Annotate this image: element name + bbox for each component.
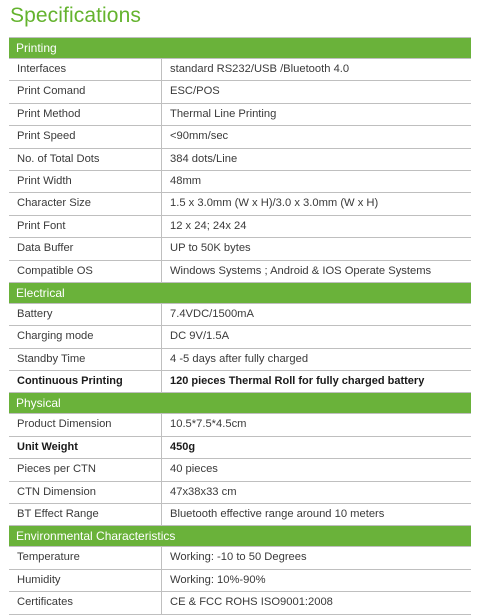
spec-label: Print Method	[9, 104, 162, 125]
section-header: Environmental Characteristics	[9, 526, 471, 547]
spec-row	[9, 238, 471, 260]
spec-label: Print Font	[9, 216, 162, 237]
spec-value: Thermal Line Printing	[170, 107, 277, 120]
spec-value: Working: -10 to 50 Degrees	[170, 551, 307, 564]
spec-row	[9, 414, 471, 436]
spec-value: ESC/POS	[170, 85, 220, 98]
spec-table	[9, 37, 471, 615]
spec-row	[9, 104, 471, 126]
spec-value: Bluetooth effective range around 10 meters	[170, 508, 385, 521]
section-header: Printing	[9, 38, 471, 59]
spec-row	[9, 349, 471, 371]
spec-label: Print Width	[9, 171, 162, 192]
spec-value: 10.5*7.5*4.5cm	[170, 418, 247, 431]
spec-label: Interfaces	[9, 59, 162, 80]
spec-row	[9, 570, 471, 592]
spec-value: 47x38x33 cm	[170, 485, 237, 498]
spec-row	[9, 216, 471, 238]
spec-value: 12 x 24; 24x 24	[170, 219, 247, 232]
spec-row	[9, 193, 471, 215]
spec-row	[9, 149, 471, 171]
spec-label: Pieces per CTN	[9, 459, 162, 480]
spec-row	[9, 592, 471, 614]
spec-row	[9, 459, 471, 481]
spec-value: UP to 50K bytes	[170, 242, 251, 255]
spec-value: 40 pieces	[170, 463, 218, 476]
spec-value: 1.5 x 3.0mm (W x H)/3.0 x 3.0mm (W x H)	[170, 197, 379, 210]
spec-label: BT Effect Range	[9, 504, 162, 525]
spec-row	[9, 304, 471, 326]
spec-row	[9, 59, 471, 81]
spec-value: 384 dots/Line	[170, 152, 238, 165]
section-header: Electrical	[9, 283, 471, 304]
spec-row	[9, 504, 471, 526]
spec-label: Character Size	[9, 193, 162, 214]
section-header: Physical	[9, 393, 471, 414]
spec-value: Windows Systems ; Android & IOS Operate Systems	[170, 264, 432, 277]
spec-label: No. of Total Dots	[9, 149, 162, 170]
spec-value: 4 -5 days after fully charged	[170, 352, 309, 365]
spec-value: 450g	[170, 440, 196, 453]
spec-value: 120 pieces Thermal Roll for fully charged battery	[170, 375, 425, 388]
spec-row	[9, 547, 471, 569]
spec-label: Certificates	[9, 592, 162, 613]
spec-row	[9, 261, 471, 283]
spec-label: Product Dimension	[9, 414, 162, 435]
spec-label: Battery	[9, 304, 162, 325]
spec-value: 7.4VDC/1500mA	[170, 307, 254, 320]
spec-label: Charging mode	[9, 326, 162, 347]
spec-label: Continuous Printing	[9, 371, 162, 392]
spec-row	[9, 326, 471, 348]
spec-value: CE & FCC ROHS ISO9001:2008	[170, 596, 333, 609]
spec-row	[9, 171, 471, 193]
spec-row	[9, 371, 471, 393]
page-title: Specifications	[10, 4, 141, 27]
spec-row	[9, 81, 471, 103]
spec-label: Temperature	[9, 547, 162, 568]
spec-row	[9, 482, 471, 504]
spec-label: Data Buffer	[9, 238, 162, 259]
spec-label: Unit Weight	[9, 437, 162, 458]
spec-value: standard RS232/USB /Bluetooth 4.0	[170, 63, 350, 75]
spec-label: Humidity	[9, 570, 162, 591]
spec-row	[9, 126, 471, 148]
spec-label: Print Comand	[9, 81, 162, 102]
spec-value: Working: 10%-90%	[170, 573, 266, 586]
spec-value: 48mm	[170, 174, 202, 187]
spec-row	[9, 437, 471, 459]
spec-label: Print Speed	[9, 126, 162, 147]
spec-value: <90mm/sec	[170, 130, 229, 143]
spec-label: CTN Dimension	[9, 482, 162, 503]
spec-label: Standby Time	[9, 349, 162, 370]
spec-value: DC 9V/1.5A	[170, 330, 230, 343]
spec-label: Compatible OS	[9, 261, 162, 282]
